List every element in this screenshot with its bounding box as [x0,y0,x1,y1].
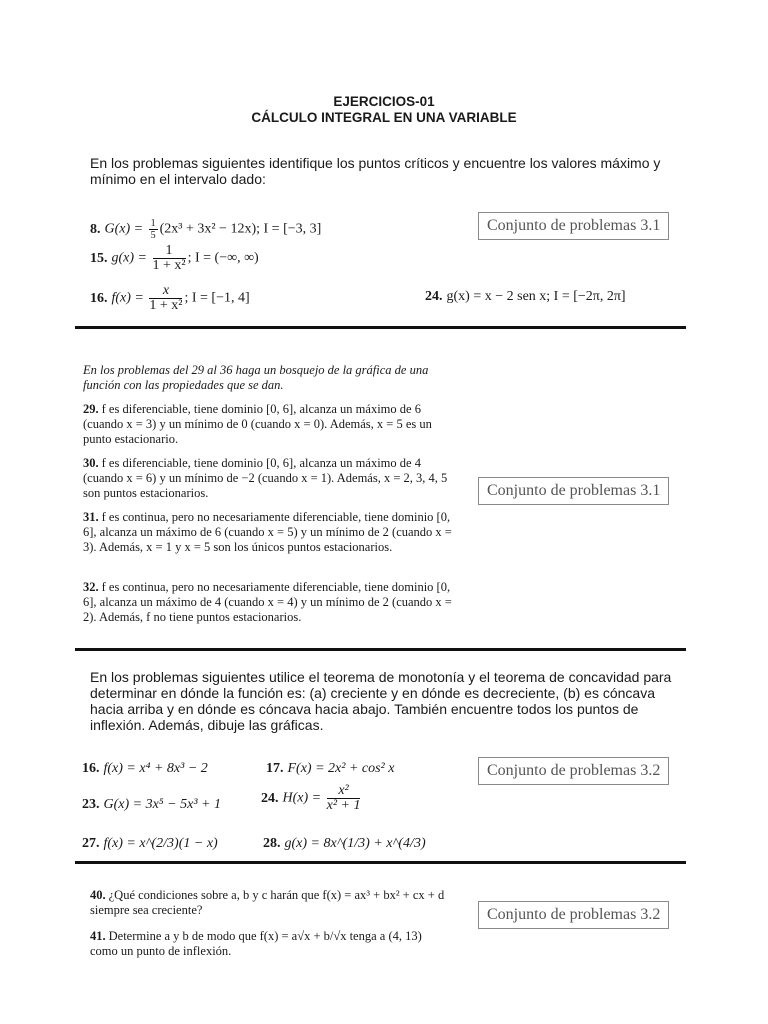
section2-intro: En los problemas del 29 al 36 haga un bosquejo de la gráfica de una función con las propiedades que se dan. [83,363,429,392]
section-divider [75,648,686,651]
document-title-line2: CÁLCULO INTEGRAL EN UNA VARIABLE [251,110,517,125]
problem-27: 27. f(x) = x^(2/3)(1 − x) [82,836,218,851]
problem-24: 24. g(x) = x − 2 sen x; I = [−2π, 2π] [425,289,626,304]
section1-intro: En los problemas siguientes identifique los puntos críticos y encuentre los valores máximo y mínimo en el intervalo dado: [90,155,661,187]
section3-intro: En los problemas siguientes utilice el teorema de monotonía y el teorema de concavidad para determinar en dónde la función es: (a) creciente y en dónde es decreciente, (b) es cóncava hacia arriba y en dónde es cóncava hacia abajo. También encuentre todos los puntos de inflexión. Además, dibuje las gráficas. [90,669,672,733]
document-title-line1: EJERCICIOS-01 [333,94,435,109]
problem-16b: 16. f(x) = x⁴ + 8x³ − 2 [82,761,208,776]
problem-16: 16. f(x) = $\frac{x}{\text{1 + x²}}$ ; I = [−1, 4] [90,283,250,313]
problem-31: 31. f es continua, pero no necesariamente diferenciable, tiene dominio [0, 6], alcanza un máximo de 6 (cuando x = 5) y un mínimo de 2 (cuando x = 3). Además, x = 1 y x = 5 son los únicos puntos estacionarios. [83,510,452,554]
problem-set-label: Conjunto de problemas 3.2 [478,901,669,929]
problem-30: 30. f es diferenciable, tiene dominio [0, 6], alcanza un máximo de 4 (cuando x = 6) y un mínimo de −2 (cuando x = 1). Además, x = 2, 3, 4, 5 son puntos estacionarios. [83,456,448,500]
problem-15: 15. g(x) = $\frac{1}{\text{1 + x²}}$ ; I = (−∞, ∞) [90,243,259,273]
problem-8: 8. G(x) = $\frac{1}{5}$ (2x³ + 3x² − 12x); I = [−3, 3] [90,218,322,241]
problem-41: 41. Determine a y b de modo que f(x) = a√x + b/√x tenga a (4, 13) como un punto de inflexión. [90,929,422,958]
section-divider [75,326,686,329]
problem-29: 29. f es diferenciable, tiene dominio [0, 6], alcanza un máximo de 6 (cuando x = 3) y un mínimo de 0 (cuando x = 0). Además, x = 5 es un punto estacionario. [83,402,432,446]
problem-17: 17. F(x) = 2x² + cos² x [266,761,395,776]
problem-32: 32. f es continua, pero no necesariamente diferenciable, tiene dominio [0, 6], alcanza un máximo de 4 (cuando x = 4) y un mínimo de 2 (cuando x = 2). Además, f no tiene puntos estacionarios. [83,580,452,624]
section-divider [75,861,686,864]
problem-set-label: Conjunto de problemas 3.2 [478,757,669,785]
problem-set-label: Conjunto de problemas 3.1 [478,212,669,240]
problem-28: 28. g(x) = 8x^(1/3) + x^(4/3) [263,836,426,851]
problem-set-label: Conjunto de problemas 3.1 [478,477,669,505]
problem-40: 40. ¿Qué condiciones sobre a, b y c harán que f(x) = ax³ + bx² + cx + d siempre sea creciente? [90,888,445,917]
problem-24b: 24. H(x) = $\frac{\text{x²}}{\text{x² + 1}}$ [261,783,361,813]
problem-23: 23. G(x) = 3x⁵ − 5x³ + 1 [82,797,221,812]
